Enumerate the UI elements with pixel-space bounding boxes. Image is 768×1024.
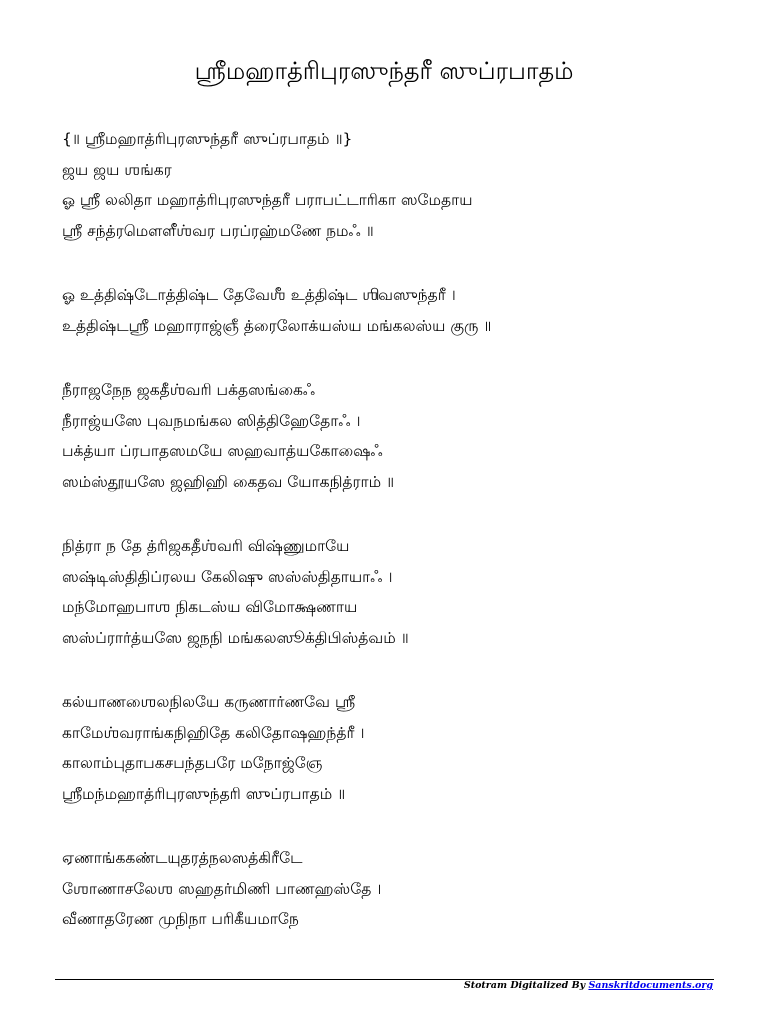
footer-credit bbox=[464, 980, 713, 991]
verse-line: ஸம்ஸ்தூயஸே ஜஹிஹி கைதவ யோகநித்ராம் ॥ bbox=[62, 472, 395, 491]
verse-line: உத்திஷ்டஶ்ரீ மஹாராஜ்ஞீ த்ரைலோக்யஸ்ய மங்கலஸ்ய குரு ॥ bbox=[62, 316, 492, 335]
stanza-3 bbox=[62, 375, 742, 497]
stanza-6 bbox=[62, 843, 742, 935]
verse-line: நித்ரா ந தே த்ரிஜகதீஶ்வரி விஷ்ணுமாயே bbox=[62, 537, 350, 555]
verse-line: ஶோணாசலேஶ ஸஹதர்மிணி பாணஹஸ்தே । bbox=[62, 879, 382, 898]
footer-credit-text: Stotram Digitalized By bbox=[463, 980, 586, 991]
verse-line: நீராஜ்யஸே புவநமங்கல ஸித்திஹேதோஃ । bbox=[62, 411, 361, 430]
stanza-5 bbox=[62, 687, 742, 809]
verse-line: ஜய ஜய ஶங்கர bbox=[62, 160, 172, 179]
verse-line: ஶ்ரீ சந்த்ரமௌளீஶ்வர பரப்ரஹ்மணே நமஃ ॥ bbox=[62, 221, 374, 240]
verse-line: காலாம்புதாபகசபந்தபரே மநோஜ்ஞே bbox=[62, 754, 323, 772]
stanza-4 bbox=[62, 531, 742, 653]
verse-line: காமேஶ்வராங்கநிஹிதே கலிதோஷஹந்த்ரீ । bbox=[62, 723, 365, 742]
verse-line: ஓ ஶ்ரீ லலிதா மஹாத்ரிபுரஸுந்தரீ பராபட்டாரிகா ஸமேதாய bbox=[62, 191, 473, 209]
verse-line: ஸஸ்ப்ரார்த்யஸே ஜநநி மங்கலஸூக்திபிஸ்த்வம் ॥ bbox=[62, 628, 409, 647]
page-title: ஶ்ரீமஹாத்ரிபுரஸுந்தரீ ஸுப்ரபாதம் bbox=[194, 57, 574, 85]
verse-line: கல்யாணஶைலநிலயே கருணார்ணவே ஶ்ரீ bbox=[62, 693, 356, 711]
verse-line: ஶ்ரீமந்மஹாத்ரிபுரஸுந்தரி ஸுப்ரபாதம் ॥ bbox=[62, 784, 346, 803]
verse-line: {॥ ஶ்ரீமஹாத்ரிபுரஸுந்தரீ ஸுப்ரபாதம் ॥} bbox=[62, 130, 353, 148]
verse-line: பக்த்யா ப்ரபாதஸமயே ஸஹவாத்யகோஷைஃ bbox=[62, 442, 383, 460]
verse-line: மந்மோஹபாஶ நிகடஸ்ய விமோக்ஷணாய bbox=[62, 598, 358, 616]
verse-line: நீராஜநேந ஜகதீஶ்வரி பக்தஸங்கைஃ bbox=[62, 381, 316, 399]
stotram-body bbox=[62, 124, 742, 969]
verse-line: வீணாதரேண முநிநா பரிகீயமாநே bbox=[62, 910, 299, 928]
sanskritdocuments-link[interactable]: Sanskritdocuments.org bbox=[588, 980, 713, 991]
stanza-2 bbox=[62, 280, 742, 341]
stanza-1 bbox=[62, 124, 742, 246]
verse-line: ஏணாங்ககண்டயுதரத்நலஸத்கிரீடே bbox=[62, 849, 303, 867]
verse-line: ஸஷ்டிஸ்திதிப்ரலய கேலிஷு ஸஸ்ஸ்திதாயாஃ । bbox=[62, 567, 393, 586]
verse-line: ஓ உத்திஷ்டோத்திஷ்ட தேவேஶீ உத்திஷ்ட ஶிவஸுந்தரீ । bbox=[62, 286, 456, 304]
